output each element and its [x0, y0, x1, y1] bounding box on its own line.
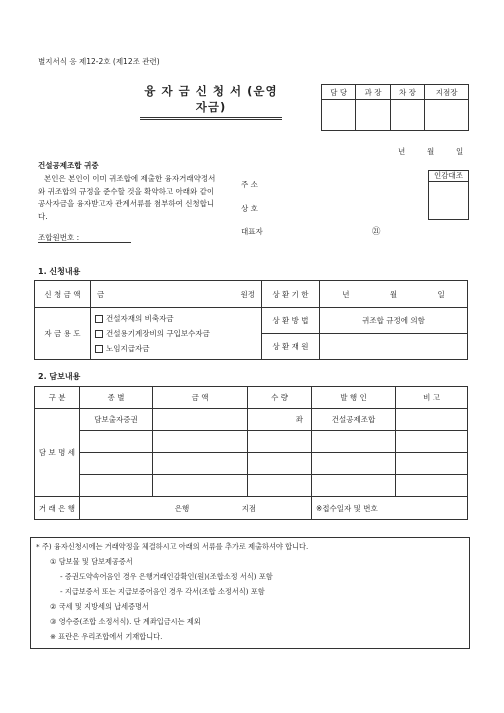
collateral-type: 담보출자증권 — [80, 409, 153, 431]
collateral-issuer: 건설공제조합 — [312, 409, 396, 431]
note-line: ① 담보물 및 담보제공증서 — [50, 557, 133, 566]
collateral-cell[interactable] — [153, 475, 248, 497]
collateral-cell[interactable] — [312, 453, 396, 475]
collateral-cell[interactable] — [248, 453, 312, 475]
collateral-amount[interactable] — [153, 409, 248, 431]
table-row — [35, 453, 468, 475]
repay-year: 년 — [342, 289, 350, 299]
table-row — [35, 409, 468, 431]
approval-box — [321, 84, 469, 131]
bank-label: 거 래 은 행 — [35, 497, 80, 520]
approval-header: 지점장 — [425, 85, 469, 100]
date-year: 년 — [398, 147, 406, 156]
approval-sign-cell[interactable] — [390, 100, 424, 131]
approval-header: 차 장 — [390, 85, 424, 100]
receipt-label: ※접수일자 및 번호 — [312, 497, 468, 520]
note-line: - 증권도약속어음인 경우 은행거래인감확인(원)(조합소정 서식) 포함 — [60, 572, 273, 581]
note-line: ② 국세 및 지방세의 납세증명서 — [50, 602, 149, 611]
collateral-cell[interactable] — [312, 431, 396, 453]
repay-month: 월 — [389, 289, 398, 299]
repay-source-cell[interactable] — [320, 334, 468, 360]
approval-header: 담 당 — [322, 85, 356, 100]
bank-unit: 은행 — [174, 503, 190, 513]
approval-sign-cell[interactable] — [322, 100, 356, 131]
usage-label: 자 금 용 도 — [35, 308, 91, 360]
checkbox[interactable] — [95, 330, 103, 338]
date-day: 일 — [456, 147, 464, 156]
collateral-cell[interactable] — [248, 475, 312, 497]
collateral-header: 비 고 — [396, 387, 468, 409]
collateral-cell[interactable] — [80, 431, 153, 453]
section1-heading: 1. 신청내용 — [38, 267, 81, 276]
repay-date-label: 상 환 기 한 — [262, 281, 320, 308]
usage-option[interactable] — [95, 326, 261, 341]
note-line: ※ 표란은 우리조합에서 기재합니다. — [50, 632, 163, 641]
note-line: ③ 영수증(조합 소정서식). 단 계좌입금시는 제외 — [50, 617, 201, 626]
amount-prefix: 금 — [97, 289, 105, 299]
approval-sign-cell[interactable] — [356, 100, 390, 131]
intro-text — [38, 173, 238, 223]
intro-line: 본인은 본인이 이미 귀조합에 제출한 융자거래약정서 — [44, 174, 216, 183]
collateral-header: 금 액 — [153, 387, 248, 409]
collateral-cell[interactable] — [80, 453, 153, 475]
addressee: 건설공제조합 귀중 — [38, 161, 99, 170]
collateral-header: 수 량 — [248, 387, 312, 409]
collateral-table — [34, 386, 468, 520]
collateral-cell[interactable] — [396, 475, 468, 497]
intro-line: 공사자금을 융자받고자 관계서류를 첨부하여 신청합니 — [38, 199, 215, 208]
collateral-row-label: 담 보 명 세 — [35, 409, 80, 497]
repay-method-value: 귀조합 규정에 의함 — [320, 308, 468, 334]
collateral-cell[interactable] — [396, 431, 468, 453]
qty-unit: 좌 — [295, 415, 303, 424]
collateral-qty[interactable] — [248, 409, 312, 431]
form-reference: 별지서식 응 제12-2호 (제12조 관련) — [38, 57, 160, 66]
usage-option-label: 건설자재의 비축자금 — [106, 314, 174, 323]
usage-options — [91, 308, 262, 360]
table-row — [35, 475, 468, 497]
intro-line: 다. — [38, 211, 48, 221]
repay-date-cell[interactable] — [320, 281, 468, 308]
collateral-cell[interactable] — [312, 475, 396, 497]
application-table — [34, 280, 468, 360]
usage-option[interactable] — [95, 311, 261, 326]
approval-sign-cell[interactable] — [425, 100, 469, 131]
collateral-header: 발 행 인 — [312, 387, 396, 409]
amount-unit: 원정 — [240, 289, 255, 299]
section2-heading: 2. 담보내용 — [38, 372, 81, 381]
usage-option-label: 노임지급자금 — [106, 344, 150, 353]
amount-label: 신 청 금 액 — [35, 281, 91, 308]
approval-header: 과 장 — [356, 85, 390, 100]
collateral-cell[interactable] — [80, 475, 153, 497]
collateral-note[interactable] — [396, 409, 468, 431]
seal-compare-label: 인감대조 — [429, 171, 468, 182]
company-label: 상 호 — [241, 204, 258, 213]
member-no-underline[interactable] — [38, 242, 131, 243]
checkbox[interactable] — [95, 345, 103, 353]
member-no-label: 조합원번호 : — [38, 233, 80, 242]
form-title: 융 자 금 신 청 서 (운영자금) — [140, 83, 282, 120]
note-line: * 주) 융자신청시에는 거래약정을 체결하시고 아래의 서류를 추가로 제출하셔야 합니다. — [36, 542, 309, 551]
note-line: - 지급보증서 또는 지급보증어음인 경우 각서(조합 소정서식) 포함 — [60, 587, 265, 596]
checkbox[interactable] — [95, 315, 103, 323]
amount-cell[interactable] — [91, 281, 262, 308]
repay-day: 일 — [437, 289, 445, 299]
usage-option-label: 건설용기계장비의 구입보수자금 — [106, 329, 210, 338]
address-label: 주 소 — [241, 180, 258, 189]
branch-unit: 지점 — [241, 503, 257, 513]
intro-line: 와 귀조합의 규정을 준수할 것을 확약하고 아래와 같이 — [38, 186, 215, 196]
usage-option[interactable] — [95, 341, 261, 356]
bank-cell[interactable] — [80, 497, 312, 520]
seal-compare-box — [428, 170, 469, 220]
collateral-cell[interactable] — [396, 453, 468, 475]
repay-method-label: 상 환 방 법 — [262, 308, 320, 334]
repay-source-label: 상 환 재 원 — [262, 334, 320, 360]
date-month: 월 — [427, 147, 435, 156]
ceo-label: 대표자 — [241, 227, 263, 236]
collateral-cell[interactable] — [153, 453, 248, 475]
seal-mark: ㉑ — [372, 227, 381, 237]
table-row — [35, 431, 468, 453]
collateral-cell[interactable] — [248, 431, 312, 453]
collateral-cell[interactable] — [153, 431, 248, 453]
collateral-header: 종 별 — [80, 387, 153, 409]
collateral-header: 구 분 — [35, 387, 80, 409]
